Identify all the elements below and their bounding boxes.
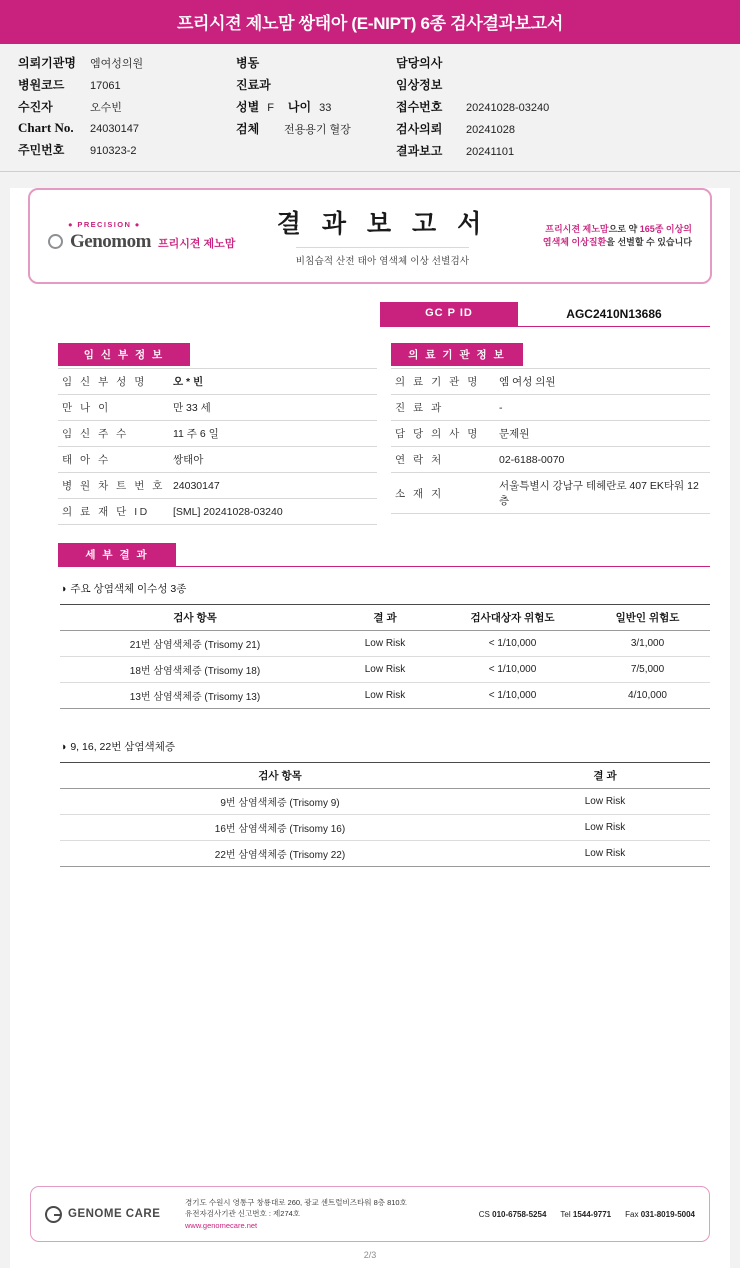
- patient-info-strip: [0, 44, 740, 172]
- group2-bullet-label: 9, 16, 22번 삼염색체증: [70, 741, 175, 753]
- field-label: 담당의사: [396, 56, 443, 70]
- cell-item: 13번 삼염색체증 (Trisomy 13): [60, 683, 330, 709]
- note-disease: 염색체 이상질환: [542, 237, 607, 247]
- cell-item: 18번 삼염색체증 (Trisomy 18): [60, 657, 330, 683]
- report-title-block: [258, 204, 507, 269]
- patient-col-3: [396, 54, 696, 159]
- page-number: 2/3: [363, 1250, 377, 1260]
- patient-row: [396, 54, 696, 71]
- genomom-mark-icon: [48, 234, 63, 249]
- table-row: [391, 473, 710, 514]
- table-row: [60, 683, 710, 709]
- cell-subject-risk: < 1/10,000: [440, 683, 585, 709]
- gcpid-row: [380, 302, 710, 327]
- report-title: 결 과 보 고 서: [276, 209, 489, 238]
- patient-row: [18, 76, 236, 93]
- col-header-item: 검사 항목: [60, 605, 330, 631]
- table-row: [60, 789, 710, 815]
- row-label: 소 재 지: [391, 473, 495, 514]
- cell-item: 16번 삼염색체증 (Trisomy 16): [60, 815, 500, 841]
- bullet-icon: ◑: [60, 583, 67, 595]
- field-label: 결과보고: [396, 144, 443, 158]
- info-tables: [58, 343, 710, 525]
- cell-result: Low Risk: [330, 657, 440, 683]
- trisomy-secondary-table: [60, 762, 710, 867]
- table-row: [58, 447, 377, 473]
- contact-fax: [625, 1210, 695, 1219]
- row-value: 엠 여성 의원: [495, 369, 710, 395]
- table-row: [391, 395, 710, 421]
- cell-general-risk: 4/10,000: [585, 683, 710, 709]
- row-label: 임 신 주 수: [58, 421, 169, 447]
- cell-result: Low Risk: [500, 815, 710, 841]
- report-header-box: [28, 188, 712, 284]
- field-value: 17061: [90, 80, 121, 92]
- clinic-info-block: [391, 343, 710, 525]
- table-row: [58, 395, 377, 421]
- cell-item: 21번 삼염색체증 (Trisomy 21): [60, 631, 330, 657]
- genome-care-logo: [45, 1206, 185, 1223]
- col-header-result: 결 과: [500, 763, 710, 789]
- table-row: [58, 499, 377, 525]
- table-row: [58, 369, 377, 395]
- cell-result: Low Risk: [500, 789, 710, 815]
- field-value: 20241028: [466, 124, 515, 136]
- clinic-info-heading: 의 료 기 관 정 보: [391, 343, 523, 366]
- contact-tel: [560, 1210, 611, 1219]
- report-note: [507, 223, 692, 250]
- cell-subject-risk: < 1/10,000: [440, 657, 585, 683]
- row-value: 쌍태아: [169, 447, 377, 473]
- cs-label: CS: [478, 1209, 490, 1219]
- row-value: -: [495, 395, 710, 421]
- patient-col-1: [18, 54, 236, 159]
- tel-value: 1544-9771: [572, 1209, 612, 1219]
- field-label: 진료과: [236, 78, 271, 92]
- table-row: [60, 657, 710, 683]
- table-row: [58, 421, 377, 447]
- field-label: 의뢰기관명: [18, 56, 76, 70]
- contact-cs: [479, 1210, 547, 1219]
- cell-general-risk: 3/1,000: [585, 631, 710, 657]
- field-label: 병원코드: [18, 78, 65, 92]
- field-label: 검사의뢰: [396, 122, 443, 136]
- row-label: 진 료 과: [391, 395, 495, 421]
- note-brand: 프리시젼 제노맘: [545, 223, 609, 234]
- mother-info-heading: 임 신 부 정 보: [58, 343, 190, 366]
- table-row: [60, 841, 710, 867]
- table-row: [60, 631, 710, 657]
- table-row: [58, 473, 377, 499]
- cell-subject-risk: < 1/10,000: [440, 631, 585, 657]
- cell-item: 22번 삼염색체증 (Trisomy 22): [60, 841, 500, 867]
- col-header-result: 결 과: [330, 605, 440, 631]
- patient-row: [236, 76, 396, 93]
- field-label: 임상정보: [396, 78, 443, 92]
- table-row: [391, 369, 710, 395]
- group2-bullet: [60, 739, 730, 754]
- row-label: 의 료 기 관 명: [391, 369, 495, 395]
- mother-info-table: [58, 368, 377, 525]
- row-label: 병 원 차 트 번 호: [58, 473, 169, 499]
- table-row: [60, 815, 710, 841]
- field-label: Chart No.: [18, 120, 74, 135]
- mother-info-block: [58, 343, 377, 525]
- bullet-icon: ◑: [60, 741, 67, 753]
- cell-result: Low Risk: [500, 841, 710, 867]
- field-label-sex: 성별: [236, 100, 260, 114]
- row-label: 연 락 처: [391, 447, 495, 473]
- report-sheet: [10, 188, 730, 1268]
- table-row: [391, 447, 710, 473]
- clinic-info-table: [391, 368, 710, 514]
- row-label: 담 당 의 사 명: [391, 421, 495, 447]
- note-text-2: 을 선별할 수 있습니다: [606, 237, 692, 247]
- genome-care-wordmark: GENOME CARE: [68, 1208, 161, 1220]
- footer-contacts: [479, 1210, 695, 1219]
- field-value-age: 33: [319, 102, 332, 114]
- field-value-sex: F: [267, 102, 274, 114]
- group1-bullet-label: 주요 상염색체 이수성 3종: [70, 583, 187, 595]
- field-label-age: 나이: [287, 100, 312, 114]
- row-value: 11 주 6 일: [169, 421, 377, 447]
- row-label: 태 아 수: [58, 447, 169, 473]
- field-value: 엠여성의원: [90, 58, 144, 70]
- row-label: 의 료 재 단 ID: [58, 499, 169, 525]
- note-count: 165종 이상의: [639, 223, 692, 234]
- row-value: 24030147: [169, 473, 377, 499]
- fax-label: Fax: [625, 1209, 639, 1219]
- cell-result: Low Risk: [330, 683, 440, 709]
- trisomy-main-table: [60, 604, 710, 709]
- row-value: 오 * 빈: [169, 369, 377, 395]
- detail-divider: [58, 566, 710, 567]
- field-value: 20241028-03240: [466, 102, 550, 114]
- field-label: 병동: [236, 56, 260, 70]
- patient-row: [236, 120, 396, 137]
- row-value: 문제원: [495, 421, 710, 447]
- field-label: 접수번호: [396, 100, 443, 114]
- report-subtitle: 비침습적 산전 태아 염색체 이상 선별검사: [296, 247, 470, 267]
- field-value: 24030147: [90, 123, 139, 135]
- field-value: 오수빈: [90, 102, 122, 114]
- precision-label: ● PRECISION ●: [68, 219, 141, 229]
- gcpid-value: AGC2410N13686: [518, 302, 710, 327]
- patient-row: [236, 98, 396, 115]
- genomom-wordmark: Genomom: [70, 230, 151, 252]
- patient-row: [236, 54, 396, 71]
- field-value: 910323-2: [90, 145, 137, 157]
- address-line-1: 경기도 수원시 영통구 창룡대로 260, 광교 센트럴비즈타워 8층 810호: [185, 1197, 407, 1207]
- col-header-general-risk: 일반인 위험도: [585, 605, 710, 631]
- genome-care-mark-icon: [45, 1206, 62, 1223]
- gcpid-label: GC P ID: [380, 302, 518, 327]
- row-value: 만 33 세: [169, 395, 377, 421]
- note-text-1: 으로 약: [608, 223, 640, 234]
- footer-address: [185, 1197, 479, 1232]
- table-header-row: [60, 605, 710, 631]
- patient-row: [18, 120, 236, 136]
- patient-row: [396, 98, 696, 115]
- cell-result: Low Risk: [330, 631, 440, 657]
- field-label: 검체: [236, 122, 260, 136]
- table-header-row: [60, 763, 710, 789]
- footer-url[interactable]: www.genomecare.net: [185, 1220, 258, 1230]
- detail-results-heading: 세 부 결 과: [58, 543, 176, 566]
- cell-general-risk: 7/5,000: [585, 657, 710, 683]
- patient-col-2: [236, 54, 396, 159]
- fax-value: 031-8019-5004: [640, 1209, 695, 1219]
- field-label: 주민번호: [18, 143, 65, 157]
- patient-row: [396, 76, 696, 93]
- patient-row: [18, 141, 236, 158]
- cell-item: 9번 삼염색체증 (Trisomy 9): [60, 789, 500, 815]
- patient-row: [18, 98, 236, 115]
- field-value: 20241101: [466, 146, 515, 158]
- tel-label: Tel: [560, 1209, 571, 1219]
- genomom-logo: [48, 220, 258, 253]
- row-value: 02-6188-0070: [495, 447, 710, 473]
- cs-value: 010-6758-5254: [492, 1209, 547, 1219]
- address-line-2: 유전자검사기관 신고번호 : 제274호: [185, 1209, 301, 1219]
- row-label: 임 신 부 성 명: [58, 369, 169, 395]
- table-row: [391, 421, 710, 447]
- genomom-korean: 프리시젼 제노맘: [157, 237, 236, 250]
- col-header-subject-risk: 검사대상자 위험도: [440, 605, 585, 631]
- col-header-item: 검사 항목: [60, 763, 500, 789]
- patient-row: [396, 142, 696, 159]
- patient-row: [18, 54, 236, 71]
- page-title: 프리시젼 제노맘 쌍태아 (E-NIPT) 6종 검사결과보고서: [0, 0, 740, 44]
- report-footer: [30, 1186, 710, 1242]
- row-value: [SML] 20241028-03240: [169, 499, 377, 525]
- group1-bullet: [60, 581, 730, 596]
- field-label: 수진자: [18, 100, 53, 114]
- field-value: 전용용기 혈장: [284, 124, 351, 136]
- row-label: 만 나 이: [58, 395, 169, 421]
- patient-row: [396, 120, 696, 137]
- row-value: 서울특별시 강남구 테헤란로 407 EK타워 12층: [495, 473, 710, 514]
